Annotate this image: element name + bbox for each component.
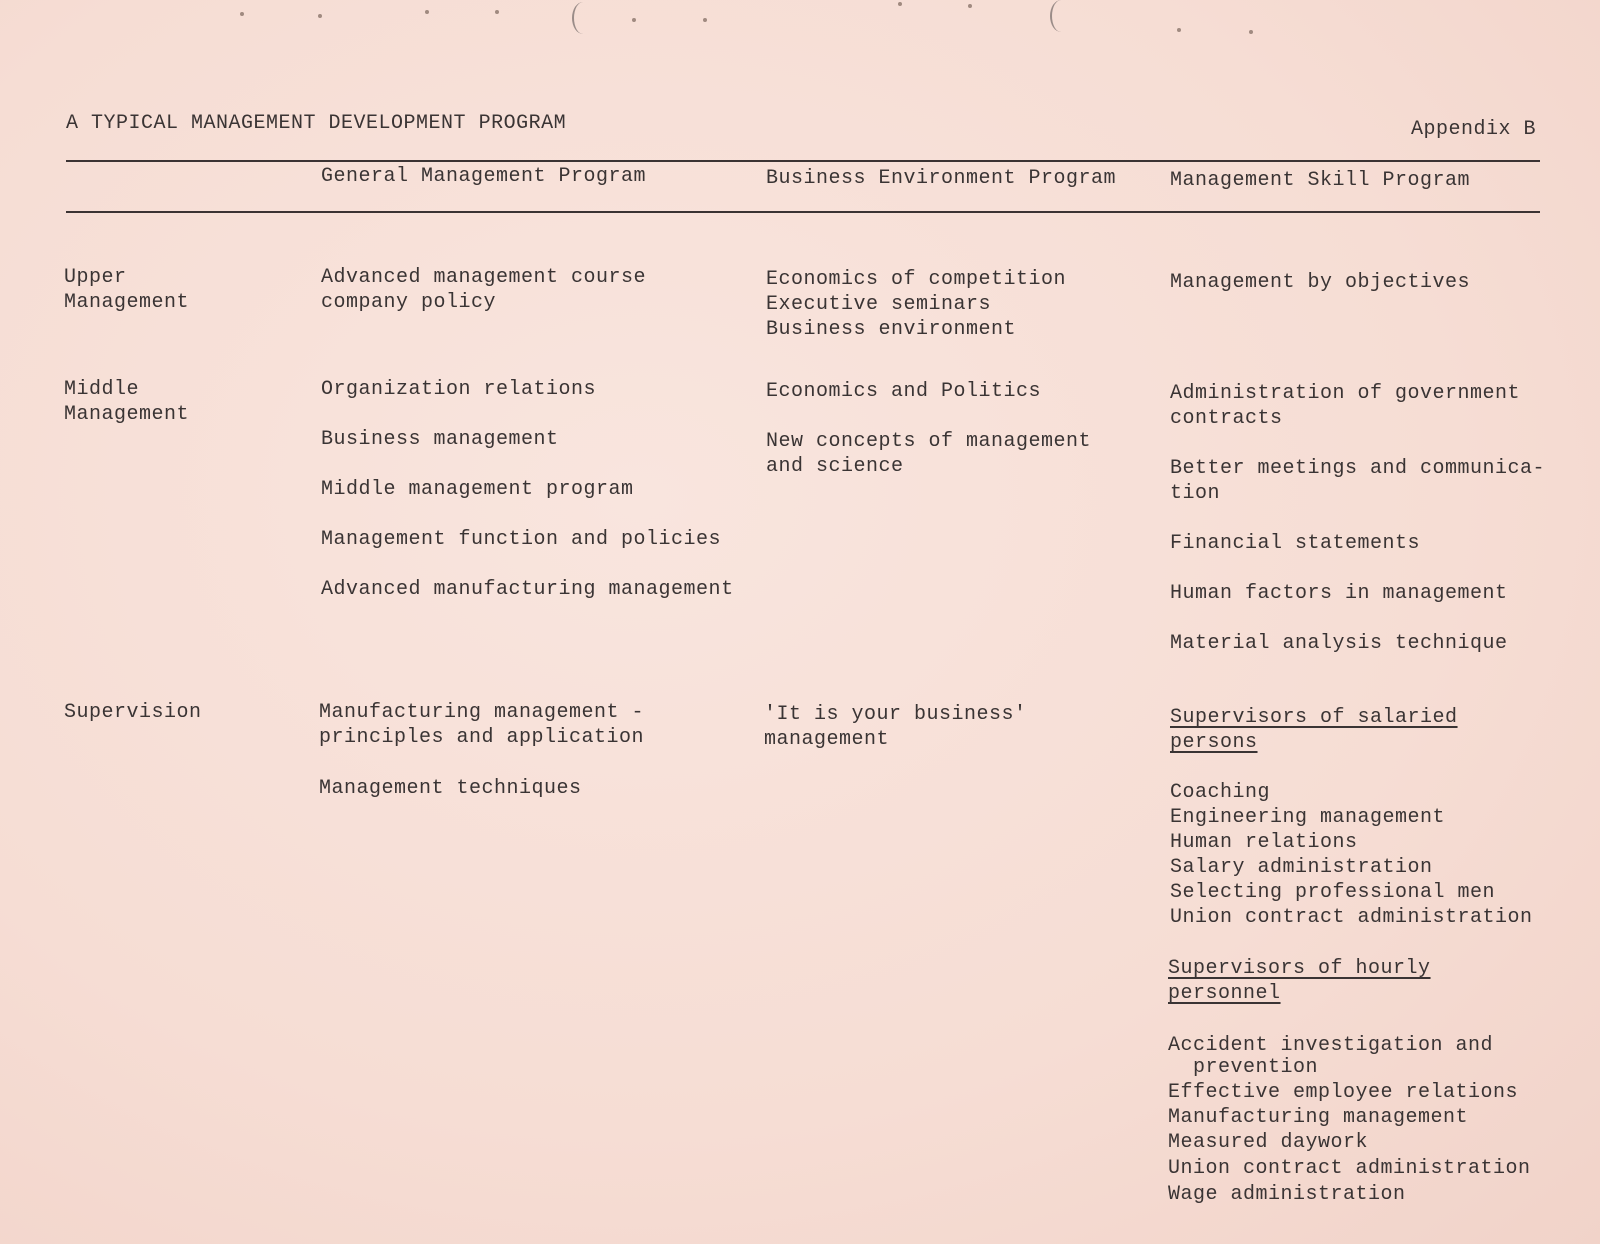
paper-speck [318,14,322,18]
row-label-middle: Management [64,403,190,426]
course-item: 'It is your business' [764,703,1027,726]
course-item: principles and application [319,726,645,749]
paper-speck [1249,30,1253,34]
subheading-salaried: Supervisors of salaried [1170,706,1458,729]
course-item: Engineering management [1170,806,1446,829]
course-item: contracts [1170,407,1283,430]
course-item: Business management [321,428,559,451]
course-item: Management techniques [319,777,582,800]
course-item: Measured daywork [1168,1131,1369,1154]
course-item: management [764,728,890,751]
course-item: Business environment [766,318,1017,341]
course-item: Management function and policies [321,528,722,551]
course-item: Financial statements [1170,532,1421,555]
subheading-salaried: persons [1170,731,1258,754]
document-title: A TYPICAL MANAGEMENT DEVELOPMENT PROGRAM [66,112,567,135]
paper-speck [968,4,972,8]
course-item: company policy [321,291,497,314]
subheading-hourly: Supervisors of hourly [1168,957,1431,980]
course-item: Wage administration [1168,1183,1406,1206]
column-header-general: General Management Program [321,165,647,188]
course-item: Human factors in management [1170,582,1508,605]
row-label-upper: Upper [64,266,127,289]
header-rule-bottom [66,211,1540,213]
paper-speck [240,12,244,16]
course-item: Administration of government [1170,382,1521,405]
course-item: Material analysis technique [1170,632,1508,655]
binder-hole-right [1050,0,1072,32]
header-rule-top [66,160,1540,162]
course-item: Effective employee relations [1168,1081,1519,1104]
course-item: Salary administration [1170,856,1433,879]
paper-speck [495,10,499,14]
course-item: Union contract administration [1168,1157,1531,1180]
course-item: Accident investigation and [1168,1034,1494,1057]
row-label-middle: Middle [64,378,140,401]
paper-speck [703,18,707,22]
course-item: Coaching [1170,781,1271,804]
course-item: Advanced management course [321,266,647,289]
course-item: Economics and Politics [766,380,1042,403]
course-item: Economics of competition [766,268,1067,291]
course-item: Executive seminars [766,293,992,316]
paper-speck [632,18,636,22]
course-item: and science [766,455,904,478]
course-item: Organization relations [321,378,597,401]
appendix-label: Appendix B [1411,118,1537,141]
paper-speck [425,10,429,14]
course-item: Management by objectives [1170,271,1471,294]
course-item: tion [1170,482,1221,505]
binder-hole-left [572,2,594,34]
course-item: Better meetings and communica- [1170,457,1546,480]
course-item: Advanced manufacturing management [321,578,734,601]
paper-speck [898,2,902,6]
column-header-business: Business Environment Program [766,167,1117,190]
row-label-supervision: Supervision [64,701,202,724]
course-item: Manufacturing management [1168,1106,1469,1129]
course-item: New concepts of management [766,430,1092,453]
subheading-hourly: personnel [1168,982,1281,1005]
column-header-skill: Management Skill Program [1170,169,1471,192]
course-item: Union contract administration [1170,906,1533,929]
course-item: Manufacturing management - [319,701,645,724]
course-item: prevention [1168,1056,1319,1079]
paper-speck [1177,28,1181,32]
course-item: Human relations [1170,831,1358,854]
row-label-upper: Management [64,291,190,314]
course-item: Middle management program [321,478,634,501]
course-item: Selecting professional men [1170,881,1496,904]
